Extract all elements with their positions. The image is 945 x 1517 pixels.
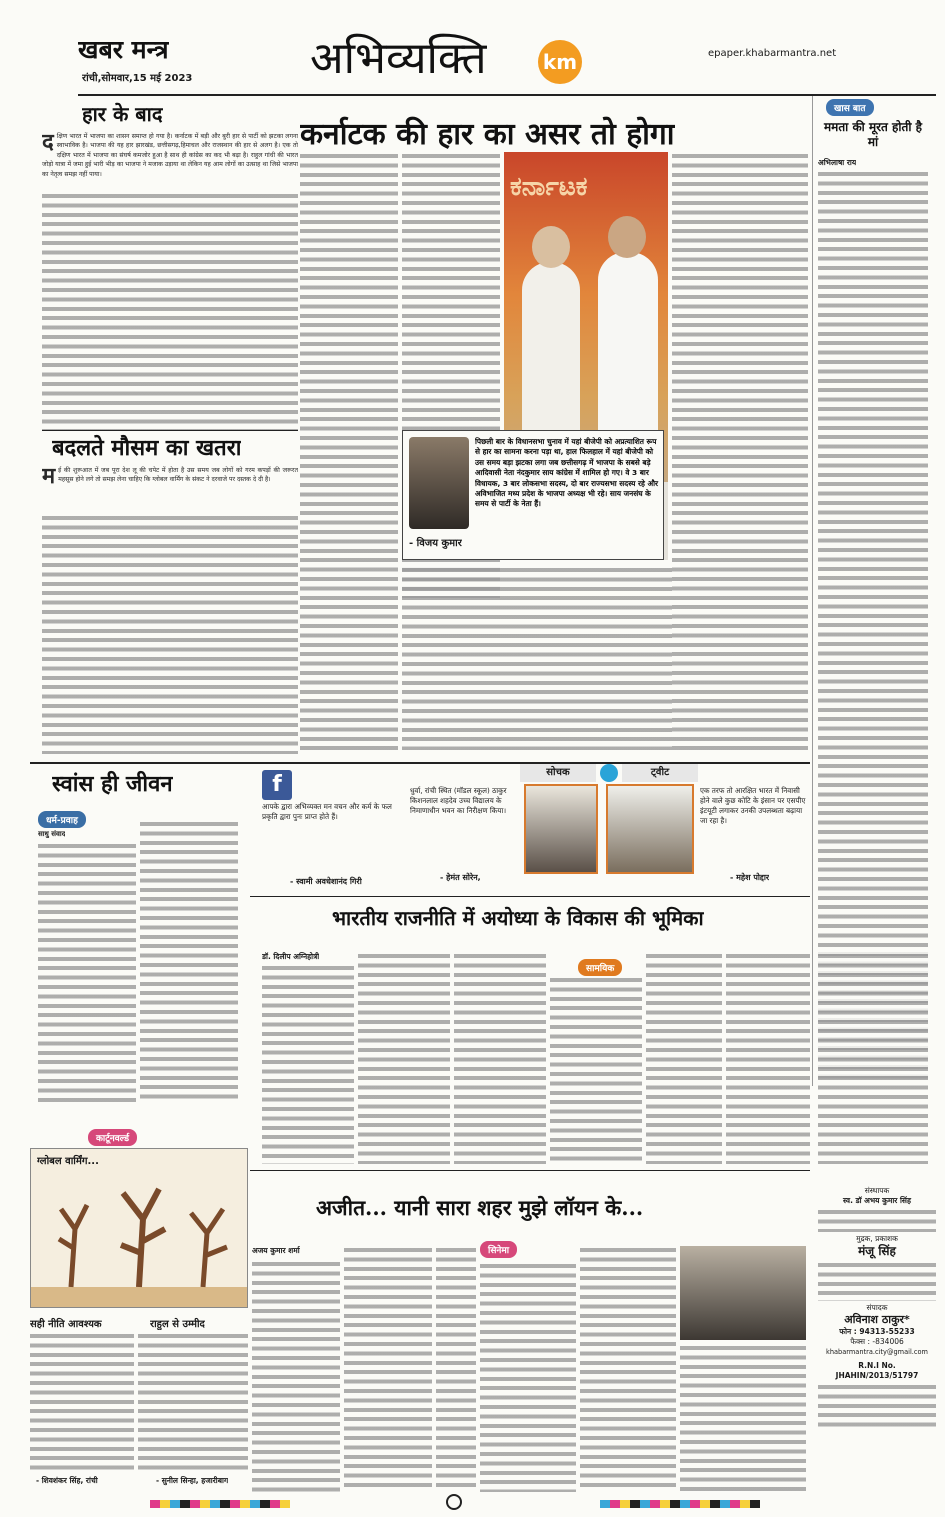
letters-title2: राहुल से उम्मीद: [150, 1319, 205, 1330]
ayodhya-col2: [358, 952, 450, 1164]
figure-left-head: [532, 226, 570, 268]
rni-label: R.N.I No.: [858, 1361, 896, 1370]
publisher-name: मंजू सिंह: [858, 1244, 896, 1258]
lead-col1: [300, 152, 398, 750]
cartoon-caption: ग्लोबल वार्मिंग...: [37, 1156, 99, 1167]
ajit-byline: अजय कुमार शर्मा: [252, 1246, 300, 1255]
editorial-body: क्षिण भारत में भाजपा का शासन समाप्त हो गया है। कर्नाटक में बड़ी और बुरी हार से पार्टी को झटका लगना स्वाभाविक है। भाजपा की यह हार झारखंड, छत्तीसगढ़,हिमाचल और राजस्थान की हार से अलग है। एक तो दक्षिण भारत में भाजपा का संघर्ष कमजोर हुआ है साथ ही कांग्रेस का कद भी बढ़ा है। राहुल गांधी की भारत जोड़ो यात्रा में जमा हुई भारी भीड़ का भाजपा ने मजाक उड़ाया था लेकिन यह आम लोगों का उत्साह था जिसे भाजपा का नेतृत्व समझ नहीं पाया।: [42, 133, 298, 178]
photo-banner: ಕರ್ನಾಟಕ: [510, 172, 588, 202]
cartoon-trees: [31, 1169, 247, 1308]
editorial2-text: [42, 466, 298, 758]
ayodhya-col3: [454, 952, 546, 1164]
letters-author1: - शिवशंकर सिंह, रांची: [36, 1476, 98, 1485]
ayodhya-byline: डॉ. दिलीप अग्निहोत्री: [262, 952, 320, 961]
editorial-text: [42, 132, 298, 432]
ajit-col6: [680, 1344, 806, 1492]
tweet1-photo: [524, 784, 598, 874]
khas-baat-label: खास बात: [826, 99, 874, 116]
right-col-rule: [812, 96, 813, 1086]
registration-mark: [446, 1494, 462, 1510]
ajit-headline: अजीत... यानी सारा शहर मुझे लॉयन के...: [316, 1195, 644, 1220]
tweet-banner: [410, 762, 810, 784]
tweet2-author: - महेश पोद्दार: [730, 873, 770, 882]
section-title: अभिव्यक्ति: [310, 33, 487, 84]
lead-headline: कर्नाटक की हार का असर तो होगा: [300, 117, 675, 152]
khas-baat-title: ममता की मूरत होती है मां: [823, 120, 923, 149]
ayodhya-headline: भारतीय राजनीति में अयोध्या के विकास की भूमिका: [332, 906, 704, 930]
tweet1-author: - हेमंत सोरेन,: [440, 873, 481, 882]
epaper-link[interactable]: epaper.khabarmantra.net: [708, 48, 837, 59]
fb-text: आपके द्वारा अभिव्यक्त मन वचन और कर्म के फल प्रकृति द्वारा पुनः प्राप्त होते हैं।: [262, 802, 392, 821]
swans-title: स्वांस ही जीवन: [52, 771, 173, 797]
letters-col1: [30, 1332, 134, 1472]
editorial-dropcap: द: [42, 132, 54, 155]
ayodhya-tag-label: सामयिक: [578, 959, 622, 976]
ayodhya-col1: [262, 964, 354, 1164]
khas-baat-text: [818, 170, 928, 1082]
masthead: [0, 0, 945, 96]
ajit-col4: [480, 1262, 576, 1492]
cartoon-box: [30, 1148, 248, 1308]
lead-col3: [672, 152, 808, 750]
logo: [538, 40, 582, 84]
pullquote-author: - विजय कुमार: [409, 538, 462, 549]
pullquote-text: पिछली बार के विधानसभा चुनाव में यहां बीजेपी को अप्रत्याशित रूप से हार का सामना करना पड़ा था, हाल फिलहाल में यहां बीजेपी को उस समय बड़ा झटका लगा जब छत्तीसगढ़ में भाजपा के सबसे बड़े आदिवासी नेता नंदकुमार साय कांग्रेस में शामिल हो गए। वे 3 बार विधायक, 3 बार लोकसभा सदस्य, दो बार राज्यसभा सदस्य रहे और अविभाजित मध्य प्रदेश के भाजपा अध्यक्ष भी रहे। साय जनसंघ के समय से पार्टी के नेता हैं।: [475, 437, 659, 509]
cartoon-tag-label: कार्टूनवर्ल्ड: [88, 1129, 137, 1146]
email[interactable]: khabarmantra.city@gmail.com: [826, 1348, 928, 1356]
ayodhya-col6: [726, 952, 810, 1164]
ayodhya-col5: [646, 952, 722, 1164]
letters-col2: [138, 1332, 248, 1472]
pullquote-box: [402, 430, 664, 560]
ayodhya-col4: [550, 976, 642, 1164]
tweet-banner-right: ट्वीट: [622, 764, 698, 782]
publisher-label: मुद्रक, प्रकाशक: [856, 1234, 898, 1243]
khas-baat-byline: अभिलाषा राय: [818, 158, 857, 167]
editor-name: अविनाश ठाकुर*: [844, 1313, 910, 1326]
divider: [42, 430, 298, 431]
color-strip-right: [600, 1500, 760, 1508]
rni-number: JHAHIN/2013/51797: [835, 1371, 919, 1380]
ajit-col2: [344, 1246, 432, 1492]
ajit-photo: [680, 1246, 806, 1340]
founder-label: संस्थापक: [864, 1186, 890, 1195]
swans-tag: [38, 808, 86, 828]
khas-baat-tag: [826, 96, 874, 116]
right-col-lower: [818, 952, 928, 1164]
bird-icon: [600, 764, 618, 782]
editorial2-dropcap: म: [42, 466, 56, 489]
author-photo: [409, 437, 469, 529]
phone: फोन : 94313-55233: [839, 1327, 915, 1336]
lead-col4: [402, 566, 672, 750]
tweet1-text: धुर्वा, रांची स्थित (मॉडल स्कूल) ठाकुर किशनलाल शहदेव उच्च विद्यालय के निमाणाधीन भवन का निरीक्षण किया।: [410, 786, 507, 815]
tweet-banner-left: सोचक: [520, 764, 596, 782]
fax: फैक्स : -834006: [850, 1337, 904, 1346]
swans-tag-label: धर्म-प्रवाह: [38, 811, 86, 828]
ajit-col3: [436, 1246, 476, 1492]
logo-text: km: [542, 50, 578, 74]
swans-byline: साधु संवाद: [38, 830, 66, 838]
tweet2-photo: [606, 784, 694, 874]
dateline: रांची,सोमवार,15 मई 2023: [82, 73, 193, 84]
divider: [250, 1170, 810, 1171]
editor-label: संपादक: [866, 1303, 888, 1312]
ajit-tag-label: सिनेमा: [480, 1241, 517, 1258]
ayodhya-tag: [578, 956, 622, 976]
imprint-box: [818, 1186, 936, 1486]
swans-col2: [140, 820, 238, 1102]
tweet2-text: एक तरफ तो आरक्षित भारत में निवासी होने वाले कुछ कोटि के इंसान पर एसपीए इंटयूटी लगाकर उनकी उपलब्धता बढ़ाया जा रहा है।: [700, 786, 806, 825]
swans-col1: [38, 842, 136, 1102]
ajit-tag: [480, 1238, 517, 1258]
letters-author2: - सुनील सिन्हा, हजारीबाग: [156, 1476, 229, 1485]
letters-title1: सही नीति आवश्यक: [30, 1319, 102, 1330]
ajit-col5: [580, 1246, 676, 1492]
editorial-title: हार के बाद: [82, 102, 163, 126]
masthead-rule: [78, 94, 936, 96]
editorial2-body: ई की शुरूआत में जब पूरा देश लू की चपेट में होता है उस समय जब लोगों को गरम कपड़ों की जरूरत महसूस होने लगे तो समझ लेना चाहिए कि ग्लोबल वार्मिंग के संकट ने दरवाजे पर दस्तक दे दी है।: [58, 467, 298, 484]
ajit-col1: [252, 1260, 340, 1492]
fb-author: - स्वामी अवधेशानंद गिरी: [290, 877, 362, 886]
figure-right-head: [608, 216, 646, 258]
color-strip-left: [150, 1500, 290, 1508]
paper-name: खबर मन्त्र: [78, 35, 169, 64]
editorial2-title: बदलते मौसम का खतरा: [52, 435, 242, 461]
divider: [250, 896, 810, 897]
fb-icon: f: [262, 770, 292, 800]
cartoon-tag: [88, 1126, 137, 1146]
founder-name: स्व. डॉ अभय कुमार सिंह: [843, 1196, 911, 1205]
